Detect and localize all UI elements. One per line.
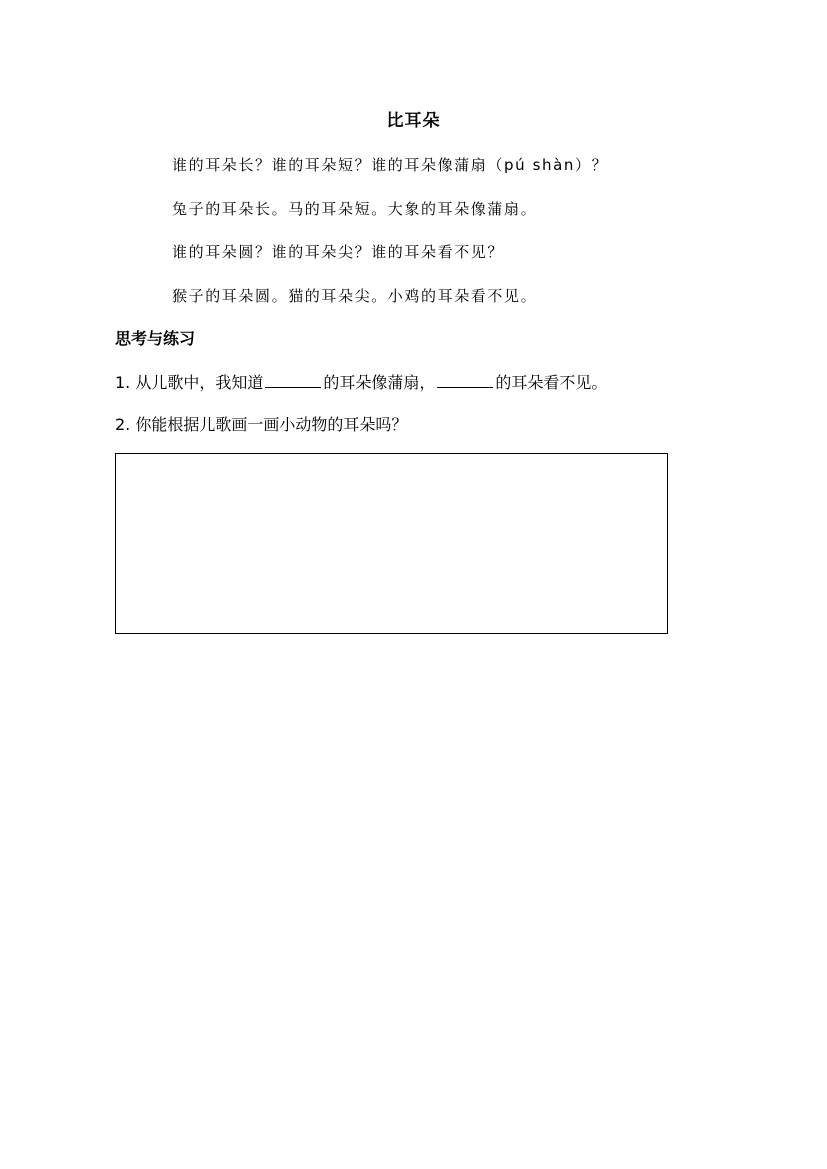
question-2: 2. 你能根据儿歌画一画小动物的耳朵吗？ [115,415,408,434]
answer-blank-1[interactable] [265,369,321,388]
poem-line-2: 兔子的耳朵长。马的耳朵短。大象的耳朵像蒲扇。 [172,200,538,218]
document-title: 比耳朵 [386,111,441,131]
section-title: 思考与练习 [115,329,196,348]
poem-line-1: 谁的耳朵长？谁的耳朵短？谁的耳朵像蒲扇（pú shàn）？ [172,156,609,174]
poem-line-3: 谁的耳朵圆？谁的耳朵尖？谁的耳朵看不见？ [172,243,505,261]
drawing-box[interactable] [115,453,668,634]
question-1-part-3: 的耳朵看不见。 [495,373,608,392]
question-1 [115,369,607,396]
question-1-part-2: 的耳朵像蒲扇， [323,373,436,392]
poem-line-4: 猴子的耳朵圆。猫的耳朵尖。小鸡的耳朵看不见。 [172,287,538,305]
answer-blank-2[interactable] [437,369,493,388]
question-1-part-1: 1. 从儿歌中，我知道 [115,373,264,392]
